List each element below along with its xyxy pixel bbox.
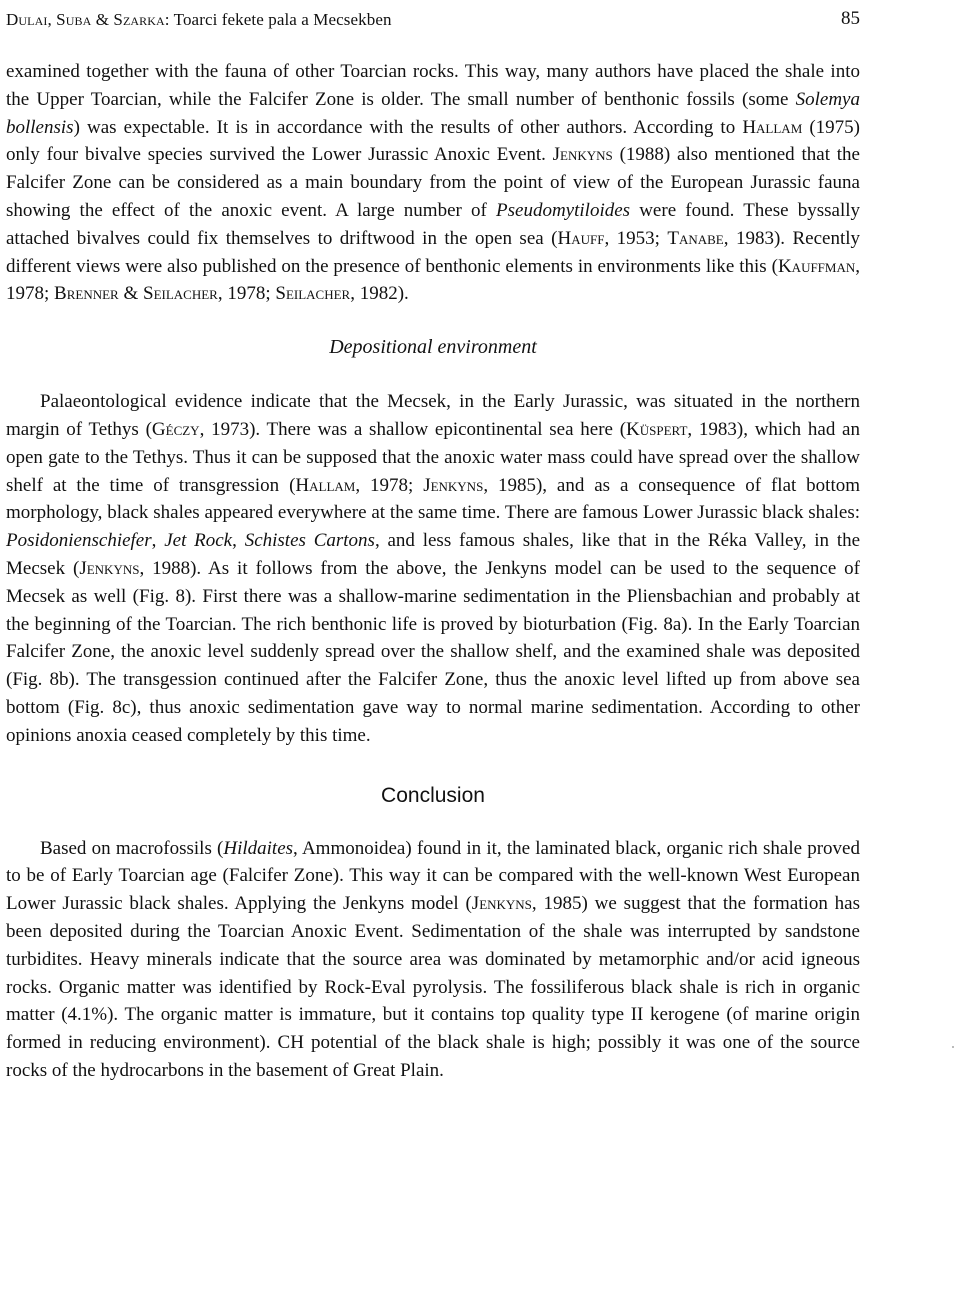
citation-author: Seilacher (275, 283, 351, 305)
running-title: Dulai, Suba & Szarka: Toarci fekete pala a Mecsekben (6, 10, 392, 29)
page-number: 85 (841, 8, 860, 29)
running-title-text: : Toarci fekete pala a Mecsekben (164, 10, 392, 29)
section-heading-depositional-environment: Depositional environment (329, 336, 537, 359)
section-heading-conclusion: Conclusion (381, 783, 485, 807)
formation-name: Jet Rock (164, 530, 233, 552)
citation-author: Brenner (54, 283, 119, 305)
citation-author: Hauff (557, 227, 605, 249)
citation-author: Jenkyns (79, 557, 140, 579)
citation-author: Hallam (295, 474, 356, 496)
citation-author: Hallam (742, 116, 803, 138)
author-name: Szarka (113, 10, 165, 29)
running-header (6, 4, 860, 32)
taxon-name: Solemya bollensis (6, 88, 860, 138)
citation-author: Tanabe (667, 227, 724, 249)
formation-name: Schistes Cartons (244, 530, 375, 552)
citation-author: Jenkyns (552, 144, 613, 166)
ampersand: & (95, 10, 110, 29)
taxon-name: Pseudomytiloides (496, 199, 631, 221)
citation-author: Jenkyns (471, 893, 532, 915)
author-name: Dulai (6, 10, 48, 29)
citation-author: Seilacher (143, 283, 218, 305)
taxon-name: Hildaites (223, 837, 294, 859)
citation-author: Kauffman (777, 255, 856, 277)
citation-author: Géczy (151, 418, 200, 440)
body-paragraph: examined together with the fauna of other Toarcian rocks. This way, many authors have placed the shale into the Upper Toarcian, while the Falcifer Zone is older. The small number of benthonic fossils (some Solemya bollensis) was expectable. It is in accordance with the results of other authors. According to Hallam (1975) only four bivalve species survived the Lower Jurassic Anoxic Event. Jenkyns (1988) also mentioned that the Falcifer Zone can be considered as a main boundary from the point of view of the European Jurassic fauna showing the effect of the anoxic event. A large number of Pseudomytiloides were found. These byssally attached bivalves could fix themselves to driftwood in the open sea (Hauff, 1953; Tanabe, 1983). Recently different views were also published on the presence of benthonic elements in environments like this (Kauffman, 1978; Brenner & Seilacher, 1978; Seilacher, 1982). (6, 61, 861, 305)
body-paragraph: Palaeontological evidence indicate that the Mecsek, in the Early Jurassic, was situated in the northern margin of Tethys (Géczy, 1973). There was a shallow epicontinental sea here (Küspert, 1983), which had an open gate to the Tethys. Thus it can be supposed that the anoxic water mass could have spread over the shallow shelf at the time of transgression (Hallam, 1978; Jenkyns, 1985), and as a consequence of flat bottom morphology, black shales appeared everywhere at the same time. There are famous Lower Jurassic black shales: Posidonienschiefer, Jet Rock, Schistes Cartons, and less famous shales, like that in the Réka Valley, in the Mecsek (Jenkyns, 1988). As it follows from the above, the Jenkyns model can be used to the sequence of Mecsek as well (Fig. 8). First there was a shallow-marine sedimentation in the Pliensbachian and probably at the beginning of the Toarcian. The rich benthonic life is proved by bioturbation (Fig. 8a). In the Early Toarcian Falcifer Zone, the anoxic level suddenly spread over the shallow shelf, and the examined shale was deposited (Fig. 8b). The transgession continued after the Falcifer Zone, thus the anoxic level lifted up from above sea bottom (Fig. 8c), thus anoxic sedimentation gave way to normal marine sedimentation. According to other opinions anoxia ceased completely by this time. (6, 391, 861, 746)
citation-author: Küspert (626, 418, 688, 440)
body-paragraph: Based on macrofossils (Hildaites, Ammonoidea) found in it, the laminated black, organic rich shale proved to be of Early Toarcian age (Falcifer Zone). This way it can be compared with the well-known West European Lower Jurassic black shales. Applying the Jenkyns model (Jenkyns, 1985) we suggest that the formation has been deposited during the Toarcian Anoxic Event. Sedimentation of the shale was interrupted by sandstone turbidites. Heavy minerals indicate that the source area was dominated by metamorphic and/or acid igneous rocks. Organic matter was identified by Rock-Eval pyrolysis. The fossiliferous black shale is rich in organic matter (4.1%). The organic matter is immature, but it contains top quality type II kerogene (of marine origin formed in reducing environment). CH potential of the black shale is high; possibly it was one of the source rocks of the hydrocarbons in the basement of Great Plain. (6, 837, 860, 1081)
formation-name: Posidonienschiefer (6, 530, 152, 552)
scan-speck (952, 1046, 954, 1048)
citation-author: Jenkyns (423, 474, 484, 496)
author-name: Suba (56, 10, 92, 29)
